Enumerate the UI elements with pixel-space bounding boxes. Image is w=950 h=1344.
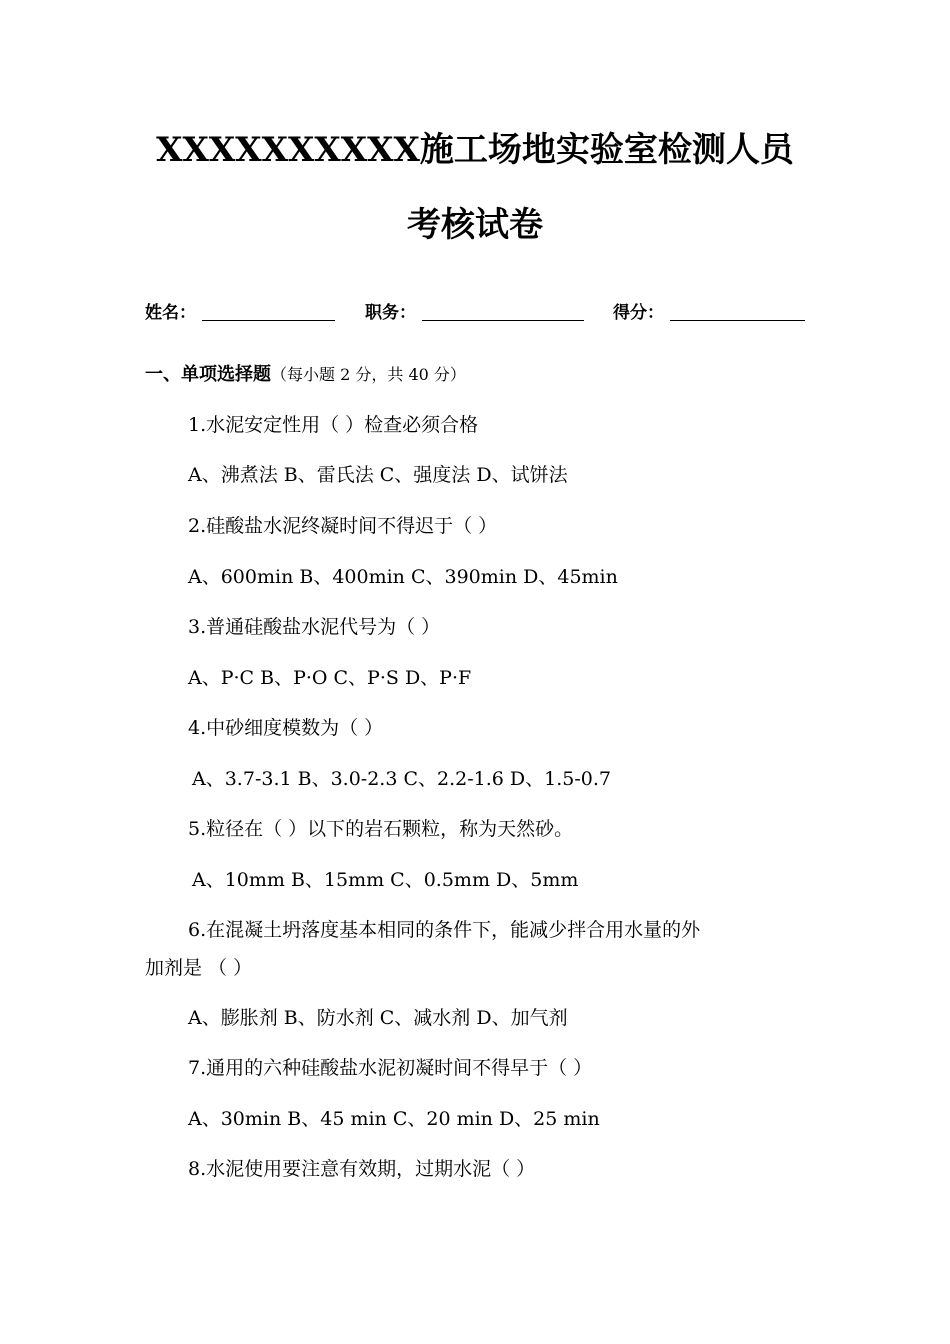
question-7: 7.通用的六种硅酸盐水泥初凝时间不得早于（ ） bbox=[188, 1057, 593, 1079]
score-blank bbox=[670, 320, 805, 321]
question-5: 5.粒径在（ ）以下的岩石颗粒，称为天然砂。 bbox=[188, 818, 574, 840]
question-1-options: A、沸煮法 B、雷氏法 C、强度法 D、试饼法 bbox=[188, 464, 568, 486]
question-3: 3.普通硅酸盐水泥代号为（ ） bbox=[188, 616, 441, 638]
name-blank bbox=[202, 320, 335, 321]
question-2-options: A、600min B、400min C、390min D、45min bbox=[188, 566, 618, 588]
examinee-info-row bbox=[145, 300, 825, 326]
question-3-options: A、P·C B、P·O C、P·S D、P·F bbox=[188, 667, 472, 689]
question-6: 6.在混凝土坍落度基本相同的条件下，能减少拌合用水量的外 bbox=[188, 919, 701, 941]
name-label: 姓名： bbox=[145, 303, 196, 323]
position-label: 职务： bbox=[365, 303, 416, 323]
question-6-options: A、膨胀剂 B、防水剂 C、减水剂 D、加气剂 bbox=[188, 1007, 568, 1029]
question-4-options: A、3.7-3.1 B、3.0-2.3 C、2.2-1.6 D、1.5-0.7 bbox=[192, 768, 611, 790]
page-title: XXXXXXXXXX施工场地实验室检测人员 bbox=[156, 130, 794, 170]
score-label: 得分： bbox=[613, 303, 664, 323]
position-blank bbox=[422, 320, 584, 321]
page-subtitle: 考核试卷 bbox=[407, 205, 543, 245]
section-heading bbox=[145, 362, 466, 388]
question-2: 2.硅酸盐水泥终凝时间不得迟于（ ） bbox=[188, 515, 498, 537]
question-1: 1.水泥安定性用（ ）检查必须合格 bbox=[188, 414, 479, 436]
question-8: 8.水泥使用要注意有效期，过期水泥（ ） bbox=[188, 1158, 536, 1180]
question-4: 4.中砂细度模数为（ ） bbox=[188, 717, 384, 739]
question-7-options: A、30min B、45 min C、20 min D、25 min bbox=[188, 1108, 600, 1130]
question-6-continued: 加剂是 （ ） bbox=[145, 957, 253, 979]
question-5-options: A、10mm B、15mm C、0.5mm D、5mm bbox=[192, 869, 579, 891]
section-title: 一、单项选择题 bbox=[145, 364, 271, 385]
section-note: （每小题 2 分，共 40 分） bbox=[271, 365, 466, 384]
